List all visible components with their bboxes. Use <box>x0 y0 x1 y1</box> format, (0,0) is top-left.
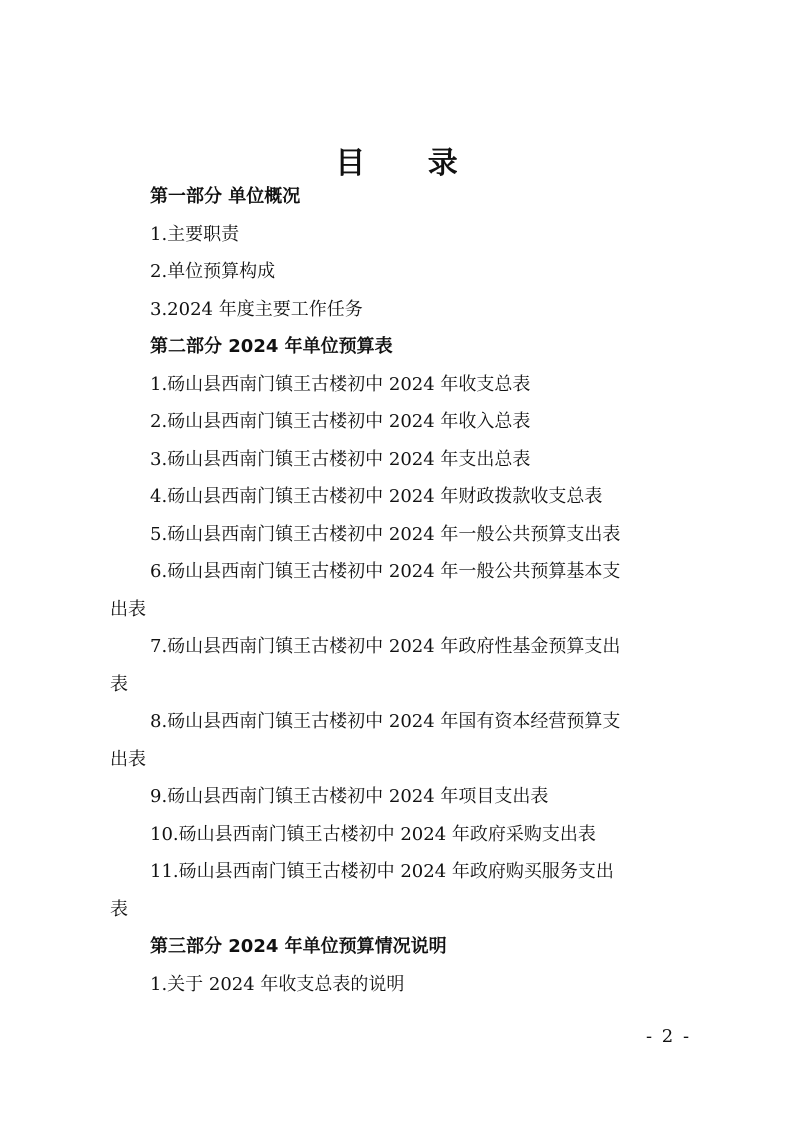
toc-item: 10.砀山县西南门镇王古楼初中 2024 年政府采购支出表 <box>150 823 596 845</box>
toc-item-continuation: 表 <box>110 898 128 920</box>
toc-item: 8.砀山县西南门镇王古楼初中 2024 年国有资本经营预算支 <box>150 711 621 732</box>
toc-item: 5.砀山县西南门镇王古楼初中 2024 年一般公共预算支出表 <box>150 523 621 545</box>
toc-item: 6.砀山县西南门镇王古楼初中 2024 年一般公共预算基本支 <box>150 561 621 582</box>
toc-item: 1.关于 2024 年收支总表的说明 <box>150 973 405 995</box>
toc-item: 11.砀山县西南门镇王古楼初中 2024 年政府购买服务支出 <box>150 861 614 882</box>
part-heading: 第二部分 2024 年单位预算表 <box>150 336 393 357</box>
toc-item-continuation: 表 <box>110 673 128 695</box>
toc-item: 2.砀山县西南门镇王古楼初中 2024 年收入总表 <box>150 411 531 432</box>
toc-item: 3.2024 年度主要工作任务 <box>150 298 363 320</box>
toc-item: 1.主要职责 <box>150 223 240 245</box>
toc-item: 2.单位预算构成 <box>150 261 276 282</box>
toc-item: 1.砀山县西南门镇王古楼初中 2024 年收支总表 <box>150 373 531 395</box>
page-number: - 2 - <box>646 1026 692 1047</box>
toc-item-continuation: 出表 <box>110 598 146 620</box>
page-title: 目 录 <box>335 146 484 181</box>
toc-item: 9.砀山县西南门镇王古楼初中 2024 年项目支出表 <box>150 786 549 807</box>
table-of-contents <box>110 178 694 1003</box>
part-heading: 第一部分 单位概况 <box>150 186 301 207</box>
toc-item: 4.砀山县西南门镇王古楼初中 2024 年财政拨款收支总表 <box>150 486 603 507</box>
toc-item-continuation: 出表 <box>110 748 146 770</box>
part-heading: 第三部分 2024 年单位预算情况说明 <box>150 936 447 957</box>
toc-item: 7.砀山县西南门镇王古楼初中 2024 年政府性基金预算支出 <box>150 636 621 657</box>
toc-item: 3.砀山县西南门镇王古楼初中 2024 年支出总表 <box>150 448 531 470</box>
